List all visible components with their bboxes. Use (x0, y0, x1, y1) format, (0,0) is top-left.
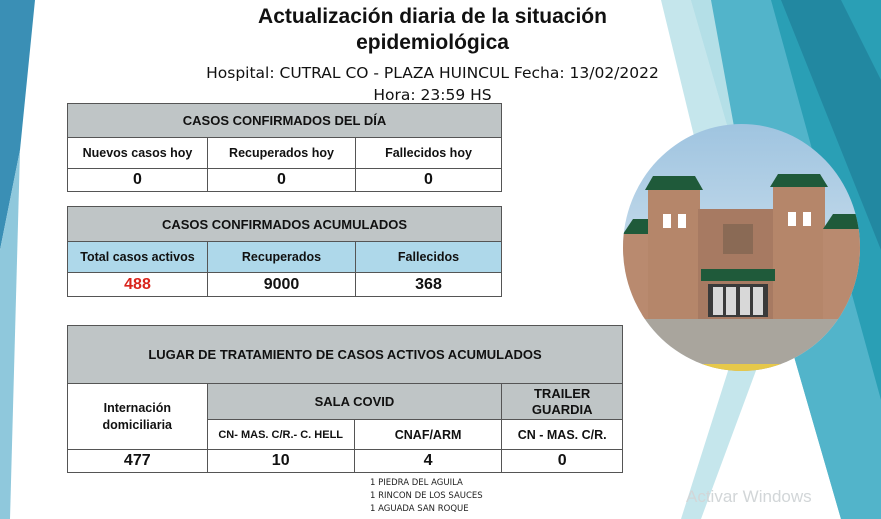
treatment-trailer-value: 0 (502, 450, 623, 473)
cumulative-col-recovered: Recuperados (208, 242, 356, 273)
cumulative-table-title: CASOS CONFIRMADOS ACUMULADOS (68, 207, 502, 242)
cumulative-deaths-value: 368 (356, 273, 502, 297)
note-item: 1 PIEDRA DEL AGUILA (370, 478, 463, 488)
daily-col-new: Nuevos casos hoy (68, 138, 208, 169)
cumulative-recovered-value: 9000 (208, 273, 356, 297)
treatment-table (67, 325, 623, 473)
cumulative-cases-table (67, 206, 502, 297)
treatment-home-value: 477 (68, 450, 208, 473)
treatment-sala-covid-header: SALA COVID (207, 384, 502, 420)
treatment-col-cnaf: CNAF/ARM (354, 420, 502, 450)
daily-deaths-value: 0 (356, 169, 502, 192)
treatment-table-title: LUGAR DE TRATAMIENTO DE CASOS ACTIVOS ACUMULADOS (68, 326, 623, 384)
daily-col-recovered: Recuperados hoy (208, 138, 356, 169)
cumulative-col-active: Total casos activos (68, 242, 208, 273)
daily-new-value: 0 (68, 169, 208, 192)
daily-recovered-value: 0 (208, 169, 356, 192)
notes-list (370, 477, 483, 516)
activation-watermark: Activar Windows (686, 487, 812, 506)
hospital-photo (623, 124, 860, 371)
page-title: Actualización diaria de la situación epidemiológica (258, 5, 607, 54)
note-item: 1 RINCON DE LOS SAUCES (370, 491, 483, 501)
left-decoration (0, 0, 70, 519)
daily-table-title: CASOS CONFIRMADOS DEL DÍA (68, 104, 502, 138)
treatment-cn-mas-value: 10 (207, 450, 354, 473)
treatment-trailer-header: TRAILER GUARDIA (502, 384, 623, 420)
daily-cases-table (67, 103, 502, 192)
treatment-col-trailer-sub: CN - MAS. C/R. (502, 420, 623, 450)
daily-col-deaths: Fallecidos hoy (356, 138, 502, 169)
note-item: 1 AGUADA SAN ROQUE (370, 504, 469, 514)
treatment-home-header: Internación domiciliaria (68, 384, 208, 450)
page-subtitle: Hospital: CUTRAL CO - PLAZA HUINCUL Fecha: 13/02/2022 Hora: 23:59 HS (206, 64, 659, 104)
cumulative-col-deaths: Fallecidos (356, 242, 502, 273)
treatment-col-cn-mas: CN- MAS. C/R.- C. HELL (207, 420, 354, 450)
treatment-cnaf-value: 4 (354, 450, 502, 473)
cumulative-active-value: 488 (68, 273, 208, 297)
